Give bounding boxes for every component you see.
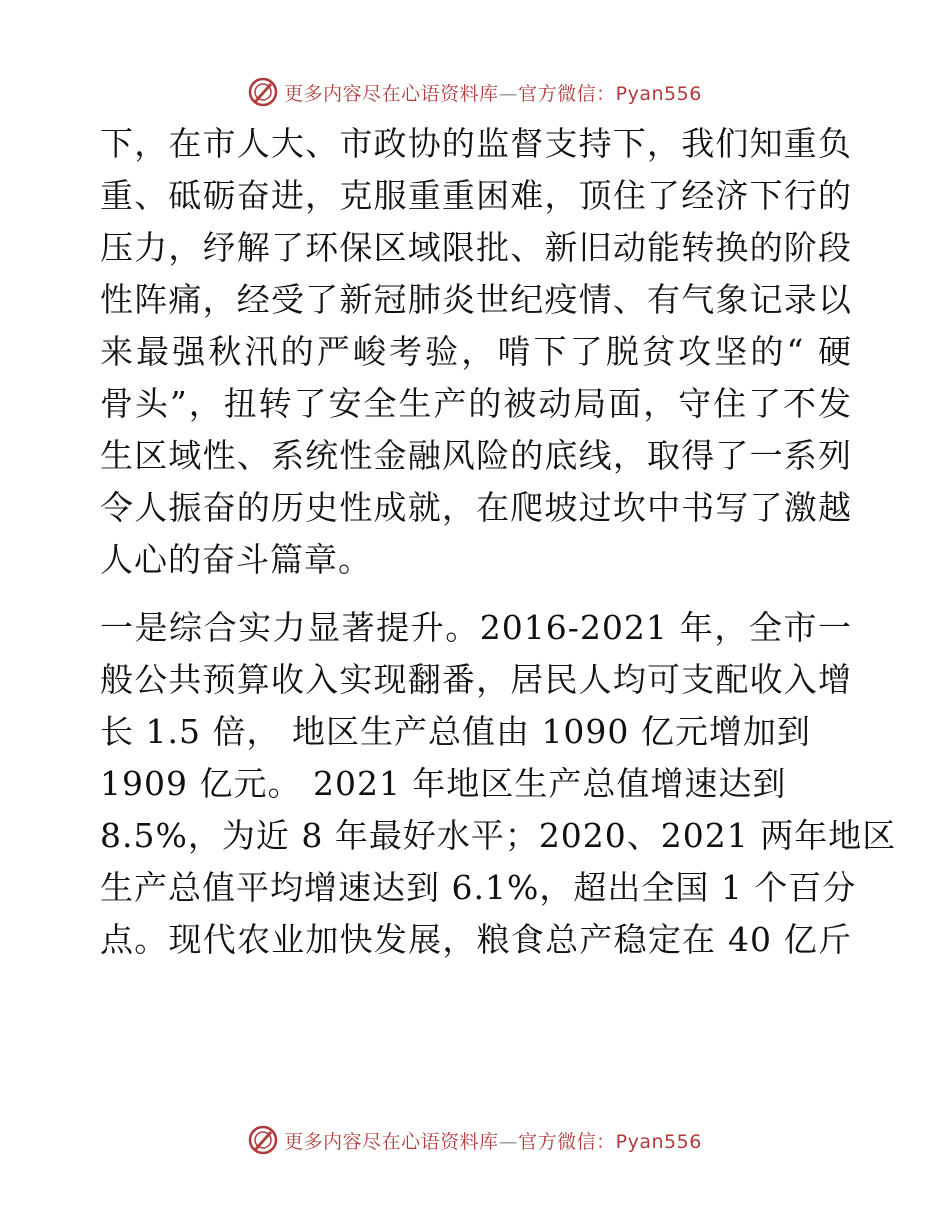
header-site-text: 更多内容尽在心语资料库 <box>284 82 499 105</box>
text-line: 生区域性、系统性金融风险的底线，取得了一系列 <box>100 436 852 475</box>
paragraph-2 <box>100 602 897 966</box>
text-line: 1909 亿元。 2021 年地区生产总值增速达到 <box>100 764 787 803</box>
text-line: 生产总值平均增速达到 6.1%，超出全国 1 个百分 <box>100 868 857 907</box>
quill-logo-icon <box>248 1125 278 1155</box>
text-line: 骨头”，扭转了安全生产的被动局面，守住了不发 <box>100 384 852 423</box>
text-line: 般公共预算收入实现翻番，居民人均可支配收入增 <box>100 660 852 699</box>
text-line: 重、砥砺奋进，克服重重困难，顶住了经济下行的 <box>100 176 852 215</box>
quill-logo-icon <box>248 77 278 107</box>
header-wechat-text: 官方微信：Pyan556 <box>518 82 702 105</box>
paragraph-1 <box>100 118 852 586</box>
footer-watermark <box>0 1120 950 1160</box>
document-body <box>100 118 897 966</box>
text-line: 来最强秋汛的严峻考验，啃下了脱贫攻坚的“ 硬 <box>100 332 852 371</box>
text-line: 令人振奋的历史性成就，在爬坡过坎中书写了激越 <box>100 488 852 527</box>
text-line: 人心的奋斗篇章。 <box>100 540 372 579</box>
header-dash: — <box>498 82 519 105</box>
text-line: 长 1.5 倍， 地区生产总值由 1090 亿元增加到 <box>100 712 811 751</box>
footer-site-text: 更多内容尽在心语资料库 <box>284 1130 499 1153</box>
text-line: 下，在市人大、市政协的监督支持下，我们知重负 <box>100 124 852 163</box>
footer-dash: — <box>498 1130 519 1153</box>
header-watermark <box>0 72 950 112</box>
text-line: 8.5%，为近 8 年最好水平；2020、2021 两年地区 <box>100 816 897 855</box>
text-line: 一是综合实力显著提升。2016-2021 年，全市一 <box>100 608 852 647</box>
text-line: 点。现代农业加快发展，粮食总产稳定在 40 亿斤 <box>100 920 852 959</box>
text-line: 压力，纾解了环保区域限批、新旧动能转换的阶段 <box>100 228 852 267</box>
footer-wechat-text: 官方微信：Pyan556 <box>518 1130 702 1153</box>
text-line: 性阵痛，经受了新冠肺炎世纪疫情、有气象记录以 <box>100 280 852 319</box>
